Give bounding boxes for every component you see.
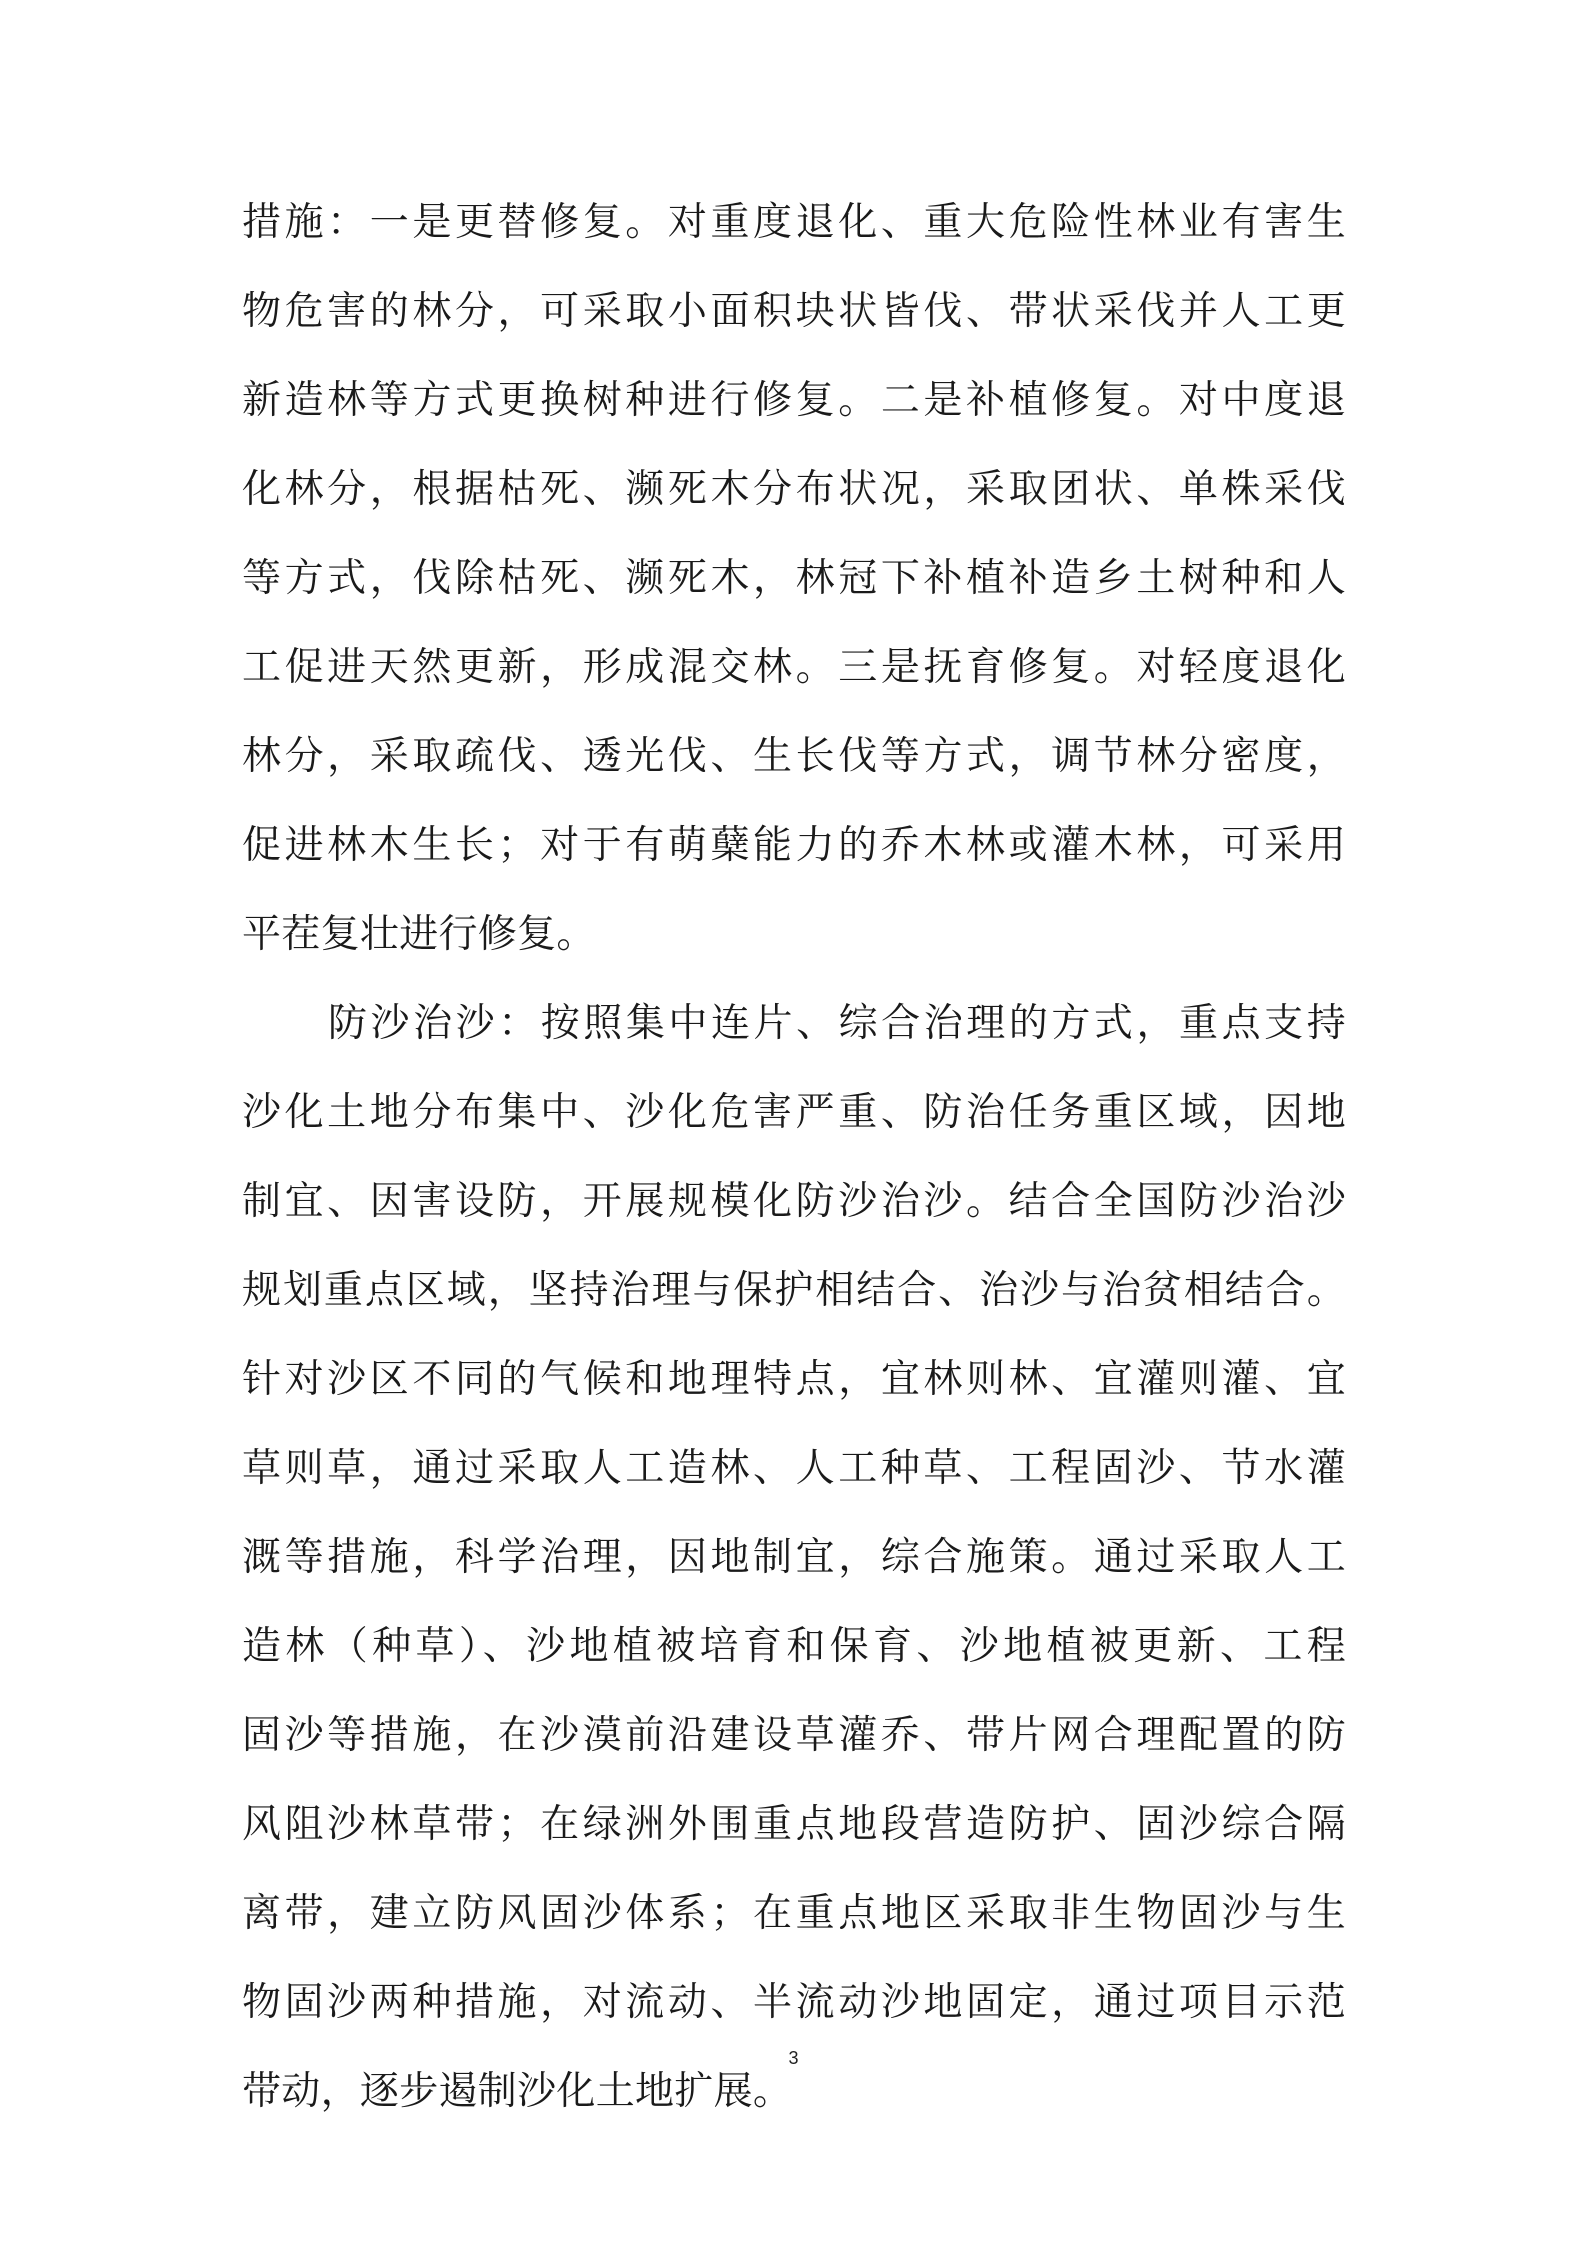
text-line: 物固沙两种措施，对流动、半流动沙地固定，通过项目示范 (242, 1980, 1346, 2025)
text-line: 化林分，根据枯死、濒死木分布状况，采取团状、单株采伐 (242, 467, 1346, 512)
paragraph-end-line: 平茬复壮进行修复。 (242, 912, 596, 957)
text-line: 新造林等方式更换树种进行修复。二是补植修复。对中度退 (242, 378, 1346, 423)
page-number: 3 (788, 2048, 799, 2068)
text-line: 固沙等措施，在沙漠前沿建设草灌乔、带片网合理配置的防 (242, 1713, 1346, 1758)
text-line: 溉等措施，科学治理，因地制宜，综合施策。通过采取人工 (242, 1535, 1346, 1580)
text-line: 等方式，伐除枯死、濒死木，林冠下补植补造乡土树种和人 (242, 556, 1346, 601)
text-line: 促进林木生长；对于有萌蘖能力的乔木林或灌木林，可采用 (242, 823, 1346, 868)
paragraph-end-line: 带动，逐步遏制沙化土地扩展。 (242, 2069, 793, 2114)
text-line: 沙化土地分布集中、沙化危害严重、防治任务重区域，因地 (242, 1090, 1346, 1135)
text-line: 林分，采取疏伐、透光伐、生长伐等方式，调节林分密度， (242, 734, 1346, 779)
text-line: 针对沙区不同的气候和地理特点，宜林则林、宜灌则灌、宜 (242, 1357, 1346, 1402)
text-line: 离带，建立防风固沙体系；在重点地区采取非生物固沙与生 (242, 1891, 1346, 1936)
text-line: 工促进天然更新，形成混交林。三是抚育修复。对轻度退化 (242, 645, 1346, 690)
text-line: 草则草，通过采取人工造林、人工种草、工程固沙、节水灌 (242, 1446, 1346, 1491)
text-line: 措施：一是更替修复。对重度退化、重大危险性林业有害生 (242, 200, 1346, 245)
text-line: 制宜、因害设防，开展规模化防沙治沙。结合全国防沙治沙 (242, 1179, 1346, 1224)
text-line: 风阻沙林草带；在绿洲外围重点地段营造防护、固沙综合隔 (242, 1802, 1346, 1847)
text-line: 物危害的林分，可采取小面积块状皆伐、带状采伐并人工更 (242, 289, 1346, 334)
body-text (242, 178, 1346, 2136)
text-line: 造林（种草）、沙地植被培育和保育、沙地植被更新、工程 (242, 1624, 1346, 1669)
text-line: 规划重点区域，坚持治理与保护相结合、治沙与治贫相结合。 (242, 1268, 1346, 1313)
paragraph-first-line: 防沙治沙：按照集中连片、综合治理的方式，重点支持 (328, 1001, 1346, 1046)
